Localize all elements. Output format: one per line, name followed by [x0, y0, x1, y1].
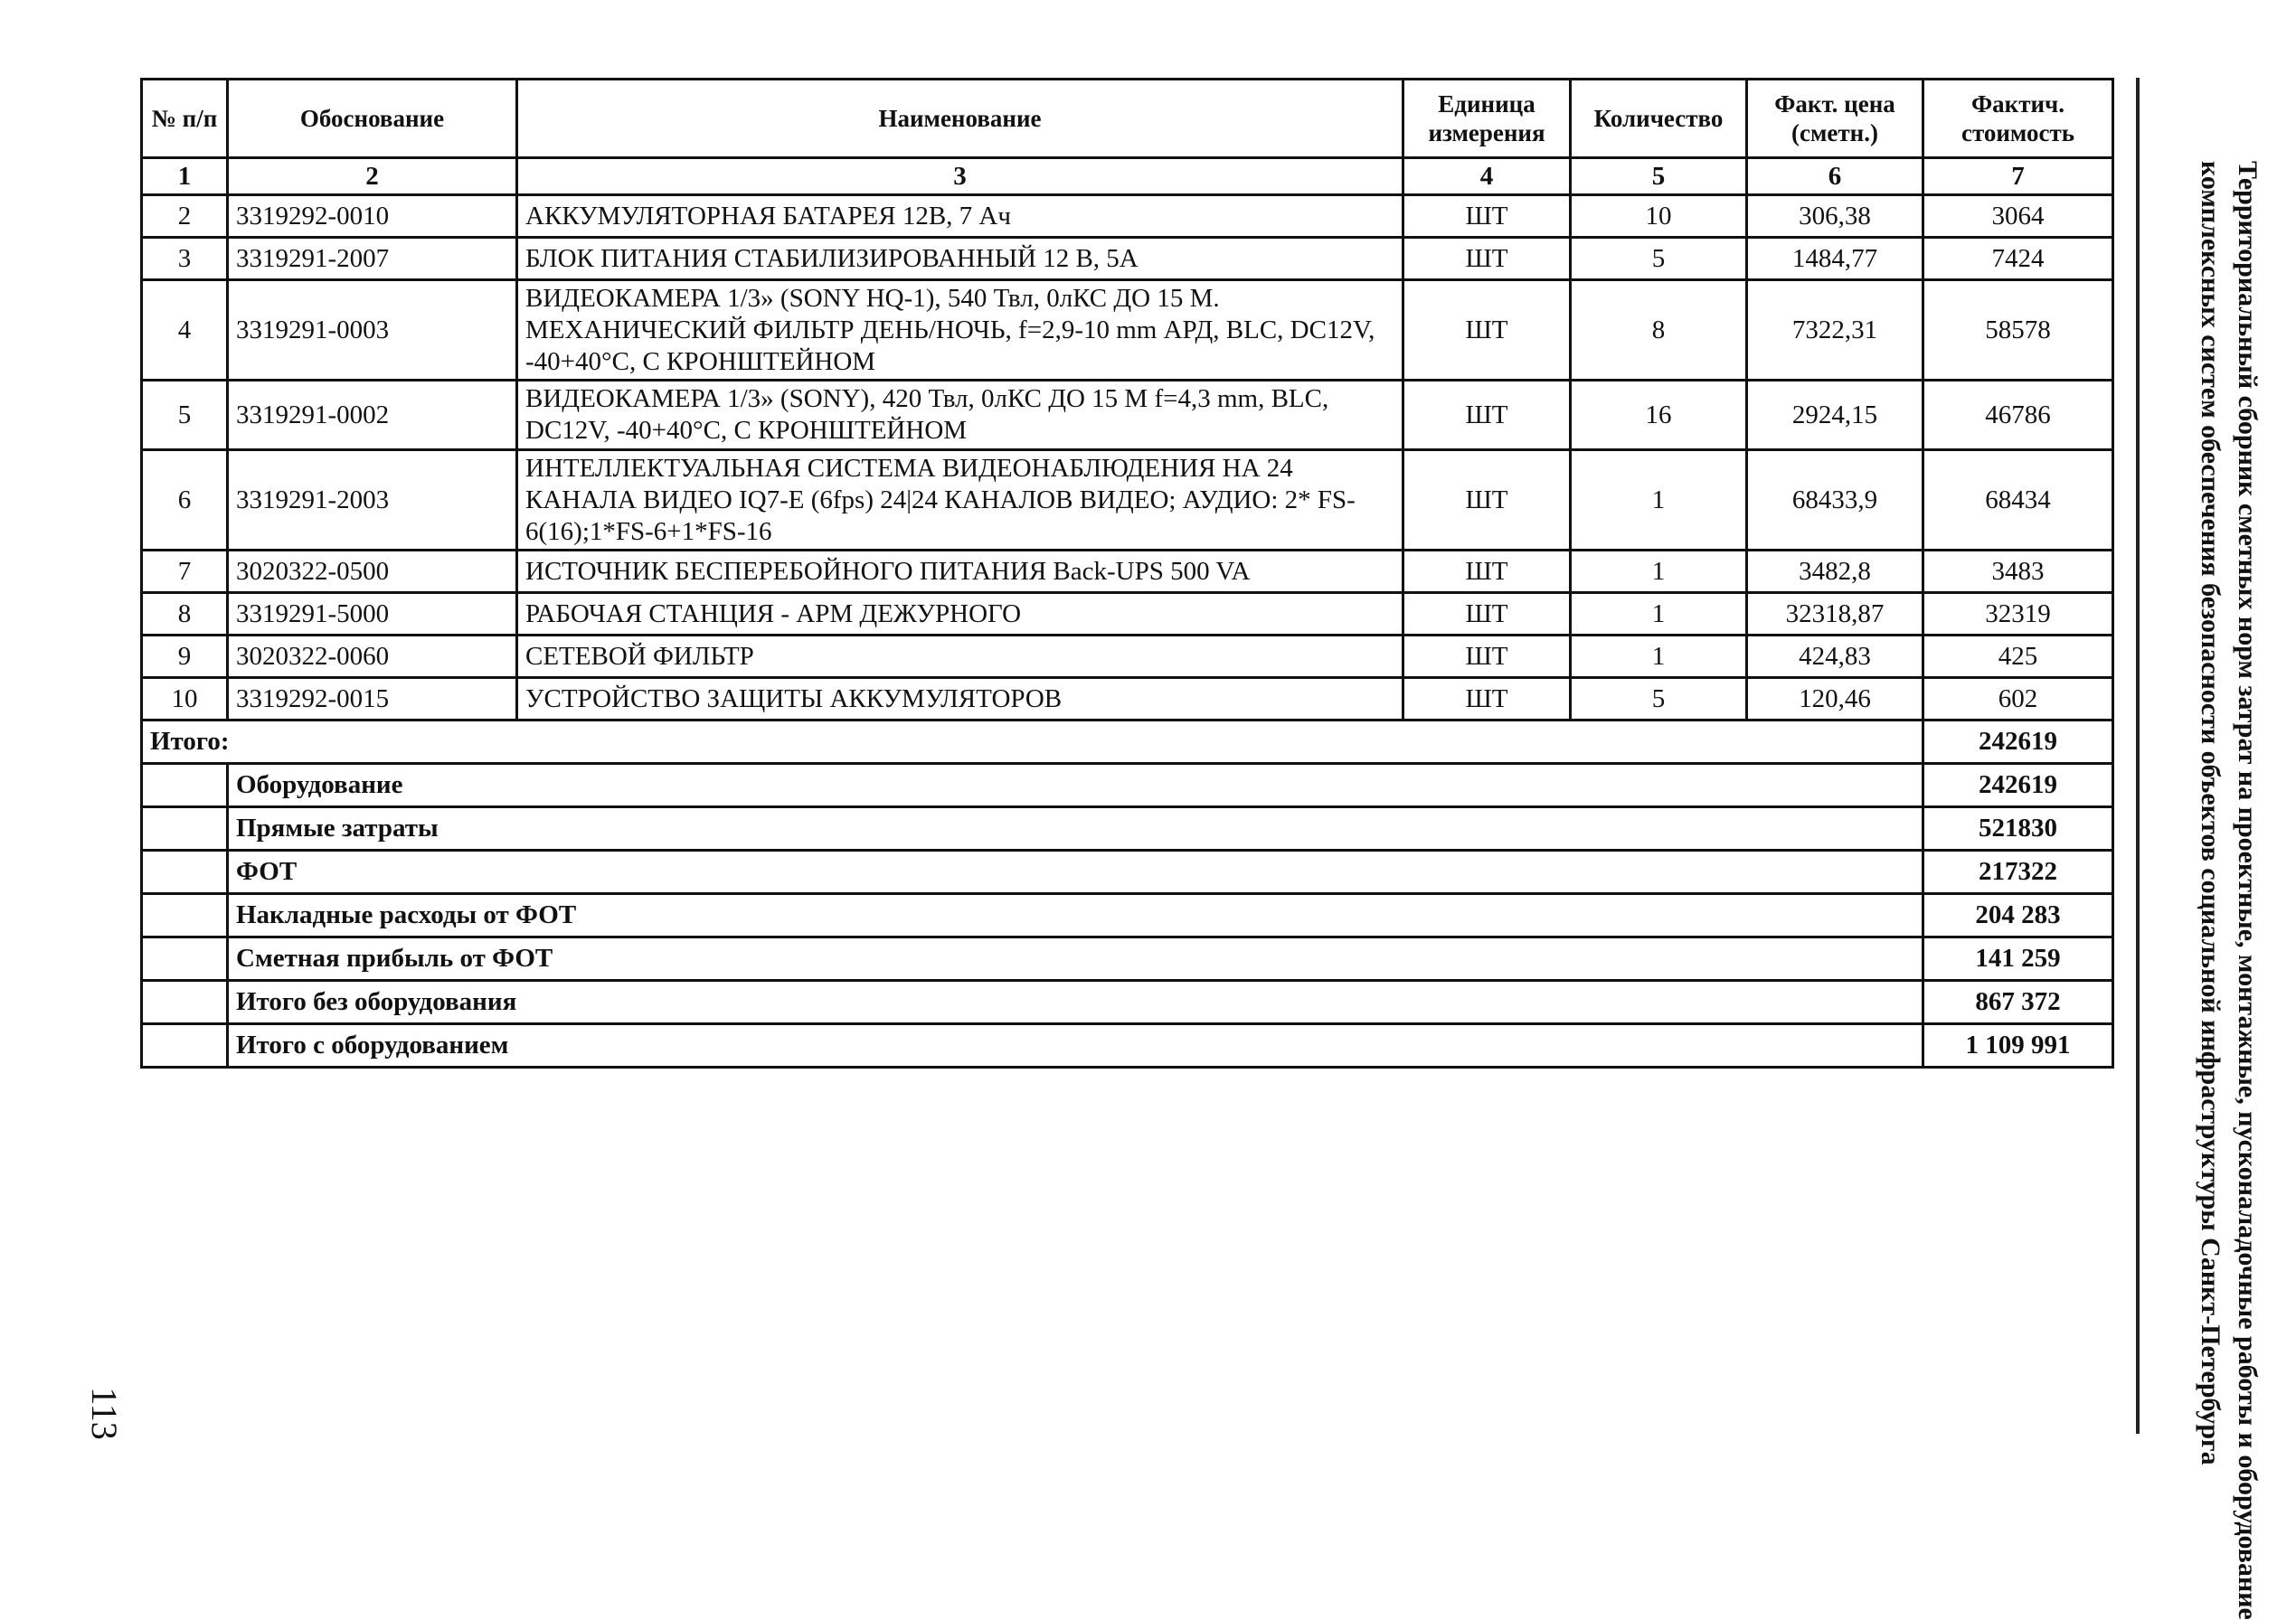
total-value: 242619	[1923, 721, 2113, 764]
table-row	[142, 195, 2113, 238]
header-price: Факт. цена (сметн.)	[1747, 80, 1923, 158]
table-row	[142, 678, 2113, 721]
row-qty: 8	[1571, 280, 1747, 381]
row-unit: ШТ	[1403, 280, 1571, 381]
column-number: 1	[142, 158, 228, 195]
row-cost: 602	[1923, 678, 2113, 721]
summary-blank	[142, 851, 228, 894]
summary-label: Прямые затраты	[228, 807, 1923, 851]
header-row	[142, 80, 2113, 158]
table-row	[142, 238, 2113, 280]
header-qty: Количество	[1571, 80, 1747, 158]
row-code: 3319291-2007	[228, 238, 517, 280]
row-price: 32318,87	[1747, 593, 1923, 636]
summary-blank	[142, 981, 228, 1024]
side-divider-line	[2136, 78, 2140, 1434]
row-num: 7	[142, 551, 228, 593]
estimate-table	[140, 78, 2114, 1069]
row-unit: ШТ	[1403, 381, 1571, 450]
row-num: 8	[142, 593, 228, 636]
row-code: 3319291-2003	[228, 449, 517, 550]
side-title-line2: комплексных систем обеспечения безопасности объектов социальной инфраструктуры Санкт-Петербурга	[2196, 161, 2226, 1465]
table-row	[142, 593, 2113, 636]
column-number: 3	[517, 158, 1403, 195]
row-price: 68433,9	[1747, 449, 1923, 550]
summary-label: Накладные расходы от ФОТ	[228, 894, 1923, 937]
row-num: 3	[142, 238, 228, 280]
summary-label: Оборудование	[228, 764, 1923, 807]
table-row	[142, 636, 2113, 678]
header-name: Наименование	[517, 80, 1403, 158]
row-code: 3319292-0010	[228, 195, 517, 238]
summary-value: 1 109 991	[1923, 1024, 2113, 1068]
row-cost: 46786	[1923, 381, 2113, 450]
row-num: 2	[142, 195, 228, 238]
row-cost: 425	[1923, 636, 2113, 678]
row-cost: 68434	[1923, 449, 2113, 550]
row-qty: 1	[1571, 636, 1747, 678]
row-unit: ШТ	[1403, 551, 1571, 593]
table-row	[142, 381, 2113, 450]
summary-row	[142, 764, 2113, 807]
summary-value: 867 372	[1923, 981, 2113, 1024]
row-price: 3482,8	[1747, 551, 1923, 593]
row-unit: ШТ	[1403, 195, 1571, 238]
row-cost: 7424	[1923, 238, 2113, 280]
column-number: 2	[228, 158, 517, 195]
summary-value: 204 283	[1923, 894, 2113, 937]
side-title-line1: Территориальный сборник сметных норм затрат на проектные, монтажные, пусконаладочные работы и оборудование	[2233, 161, 2263, 1620]
column-number: 4	[1403, 158, 1571, 195]
row-price: 7322,31	[1747, 280, 1923, 381]
summary-value: 141 259	[1923, 937, 2113, 981]
row-qty: 1	[1571, 551, 1747, 593]
summary-blank	[142, 937, 228, 981]
column-number: 5	[1571, 158, 1747, 195]
row-qty: 1	[1571, 449, 1747, 550]
row-cost: 32319	[1923, 593, 2113, 636]
summary-label: Итого с оборудованием	[228, 1024, 1923, 1068]
table-row	[142, 551, 2113, 593]
summary-blank	[142, 764, 228, 807]
summary-blank	[142, 1024, 228, 1068]
table-row	[142, 280, 2113, 381]
summary-blank	[142, 807, 228, 851]
row-num: 6	[142, 449, 228, 550]
summary-label: Сметная прибыль от ФОТ	[228, 937, 1923, 981]
row-name: ИНТЕЛЛЕКТУАЛЬНАЯ СИСТЕМА ВИДЕОНАБЛЮДЕНИЯ НА 24 КАНАЛА ВИДЕО IQ7-Е (6fps) 24|24 КАНАЛОВ ВИДЕО; АУДИО: 2* FS-6(16);1*FS-6+1*FS-16	[517, 449, 1403, 550]
row-name: СЕТЕВОЙ ФИЛЬТР	[517, 636, 1403, 678]
header-unit: Единица измерения	[1403, 80, 1571, 158]
row-code: 3319291-5000	[228, 593, 517, 636]
row-num: 4	[142, 280, 228, 381]
row-unit: ШТ	[1403, 678, 1571, 721]
row-name: ВИДЕОКАМЕРА 1/3» (SONY), 420 Твл, 0лКС ДО 15 М f=4,3 mm, BLC, DC12V, -40+40°С, С КРОНШТЕЙНОМ	[517, 381, 1403, 450]
summary-blank	[142, 894, 228, 937]
total-row	[142, 721, 2113, 764]
row-cost: 58578	[1923, 280, 2113, 381]
row-code: 3020322-0060	[228, 636, 517, 678]
side-title	[2166, 161, 2265, 1620]
row-qty: 10	[1571, 195, 1747, 238]
page-number: 113	[83, 1387, 125, 1440]
summary-value: 242619	[1923, 764, 2113, 807]
column-number: 7	[1923, 158, 2113, 195]
row-num: 5	[142, 381, 228, 450]
row-code: 3319292-0015	[228, 678, 517, 721]
row-name: УСТРОЙСТВО ЗАЩИТЫ АККУМУЛЯТОРОВ	[517, 678, 1403, 721]
header-cost: Фактич. стоимость	[1923, 80, 2113, 158]
row-name: АККУМУЛЯТОРНАЯ БАТАРЕЯ 12В, 7 Ач	[517, 195, 1403, 238]
summary-label: Итого без оборудования	[228, 981, 1923, 1024]
row-name: ВИДЕОКАМЕРА 1/3» (SONY HQ-1), 540 Твл, 0лКС ДО 15 М. МЕХАНИЧЕСКИЙ ФИЛЬТР ДЕНЬ/НОЧЬ, f=2,9-10 mm АРД, BLC, DC12V, -40+40°С, С КРОНШТЕЙНОМ	[517, 280, 1403, 381]
row-qty: 16	[1571, 381, 1747, 450]
summary-row	[142, 807, 2113, 851]
row-qty: 5	[1571, 238, 1747, 280]
row-qty: 5	[1571, 678, 1747, 721]
row-unit: ШТ	[1403, 238, 1571, 280]
row-unit: ШТ	[1403, 593, 1571, 636]
row-code: 3319291-0002	[228, 381, 517, 450]
row-name: ИСТОЧНИК БЕСПЕРЕБОЙНОГО ПИТАНИЯ Back-UPS 500 VA	[517, 551, 1403, 593]
total-label: Итого:	[142, 721, 1923, 764]
row-unit: ШТ	[1403, 636, 1571, 678]
row-name: БЛОК ПИТАНИЯ СТАБИЛИЗИРОВАННЫЙ 12 В, 5А	[517, 238, 1403, 280]
row-name: РАБОЧАЯ СТАНЦИЯ - АРМ ДЕЖУРНОГО	[517, 593, 1403, 636]
row-num: 10	[142, 678, 228, 721]
row-unit: ШТ	[1403, 449, 1571, 550]
row-price: 2924,15	[1747, 381, 1923, 450]
summary-row	[142, 1024, 2113, 1068]
row-code: 3020322-0500	[228, 551, 517, 593]
row-cost: 3064	[1923, 195, 2113, 238]
summary-row	[142, 981, 2113, 1024]
row-price: 306,38	[1747, 195, 1923, 238]
summary-row	[142, 894, 2113, 937]
row-code: 3319291-0003	[228, 280, 517, 381]
row-num: 9	[142, 636, 228, 678]
summary-row	[142, 851, 2113, 894]
row-price: 1484,77	[1747, 238, 1923, 280]
header-num: № п/п	[142, 80, 228, 158]
summary-value: 521830	[1923, 807, 2113, 851]
row-price: 120,46	[1747, 678, 1923, 721]
row-cost: 3483	[1923, 551, 2113, 593]
summary-row	[142, 937, 2113, 981]
summary-value: 217322	[1923, 851, 2113, 894]
column-number: 6	[1747, 158, 1923, 195]
row-qty: 1	[1571, 593, 1747, 636]
row-price: 424,83	[1747, 636, 1923, 678]
table-row	[142, 449, 2113, 550]
column-numbers-row	[142, 158, 2113, 195]
header-basis: Обоснование	[228, 80, 517, 158]
summary-label: ФОТ	[228, 851, 1923, 894]
